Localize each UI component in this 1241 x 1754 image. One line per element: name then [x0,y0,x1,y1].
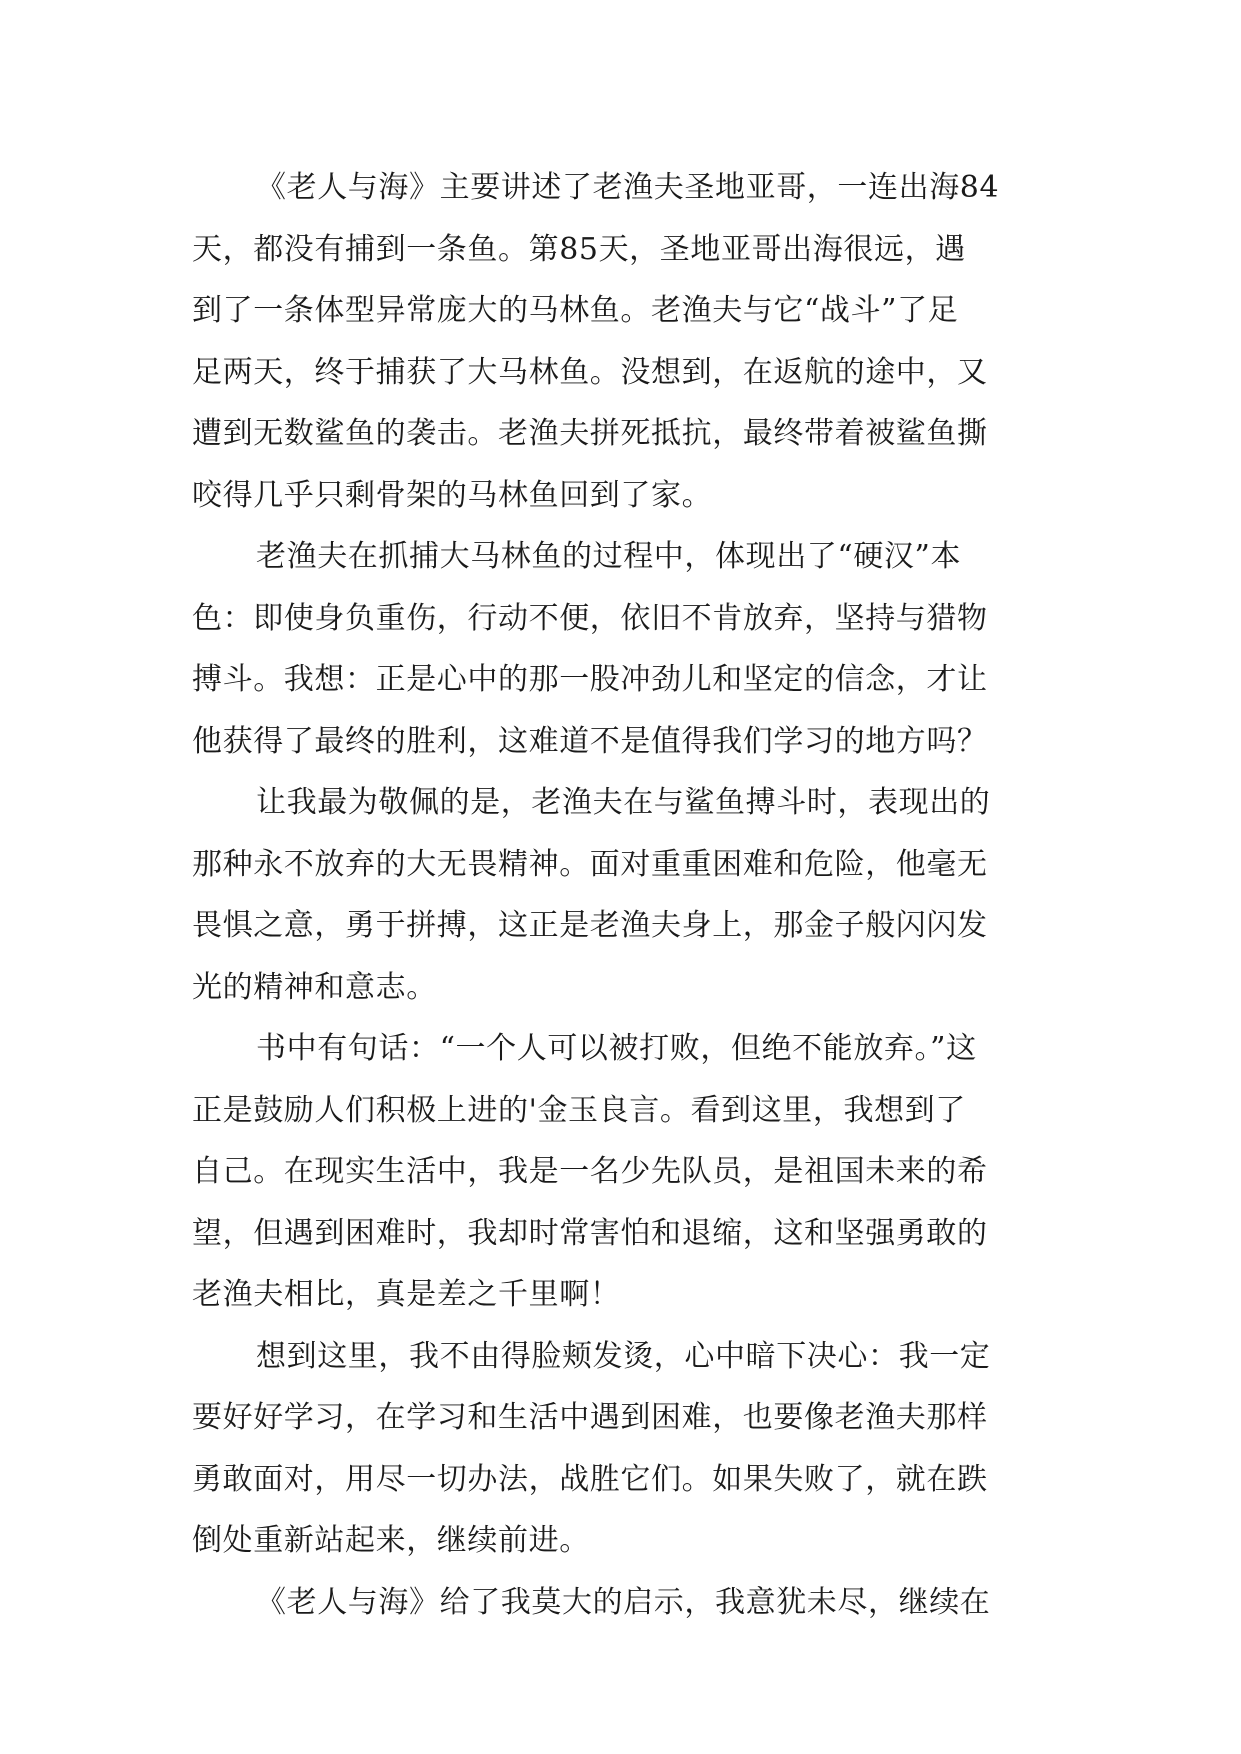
text-line: 老渔夫相比，真是差之千里啊！ [192,1277,621,1312]
text-line: 足两天，终于捕获了大马林鱼。没想到，在返航的途中，又 [192,354,988,390]
text-line: 望，但遇到困难时，我却时常害怕和退缩，这和坚强勇敢的 [192,1215,988,1251]
text-line: 自己。在现实生活中，我是一名少先队员，是祖国未来的希 [192,1154,988,1189]
text-line: 让我最为敬佩的是，老渔夫在与鲨鱼搏斗时，表现出的 [256,785,991,820]
text-line: 老渔夫在抓捕大马林鱼的过程中，体现出了“硬汉”本 [256,539,962,574]
text-line: 光的精神和意志。 [192,969,437,1005]
text-line: 想到这里，我不由得脸颊发烫，心中暗下决心：我一定 [256,1338,991,1374]
text-line: 要好好学习，在学习和生活中遇到困难，也要像老渔夫那样 [192,1400,988,1435]
text-line: 倒处重新站起来，继续前进。 [192,1523,590,1558]
text-line: 遭到无数鲨鱼的袭击。老渔夫拼死抵抗，最终带着被鲨鱼撕 [192,416,988,451]
text-line: 他获得了最终的胜利，这难道不是值得我们学习的地方吗？ [192,723,988,759]
text-line: 畏惧之意，勇于拼搏，这正是老渔夫身上，那金子般闪闪发 [192,908,988,943]
text-line: 到了一条体型异常庞大的马林鱼。老渔夫与它“战斗”了足 [192,293,959,328]
text-line: 色：即使身负重伤，行动不便，依旧不肯放弃，坚持与猎物 [192,600,988,636]
text-line: 咬得几乎只剩骨架的马林鱼回到了家。 [192,477,713,513]
text-line: 正是鼓励人们积极上进的'金玉良言。看到这里，我想到了 [192,1092,966,1128]
text-line: 那种永不放弃的大无畏精神。面对重重困难和危险，他毫无 [192,846,988,882]
essay-body [192,157,1054,1633]
text-line: 勇敢面对，用尽一切办法，战胜它们。如果失败了，就在跌 [192,1461,988,1497]
text-line: 《老人与海》给了我莫大的启示，我意犹未尽，继续在 [256,1584,991,1620]
text-line: 天，都没有捕到一条鱼。第85天，圣地亚哥出海很远，遇 [192,231,966,267]
text-line: 《老人与海》主要讲述了老渔夫圣地亚哥，一连出海84 [256,170,1000,205]
text-line: 搏斗。我想：正是心中的那一股冲劲儿和坚定的信念，才让 [192,662,988,697]
text-line: 书中有句话：“一个人可以被打败，但绝不能放弃。”这 [256,1031,977,1066]
